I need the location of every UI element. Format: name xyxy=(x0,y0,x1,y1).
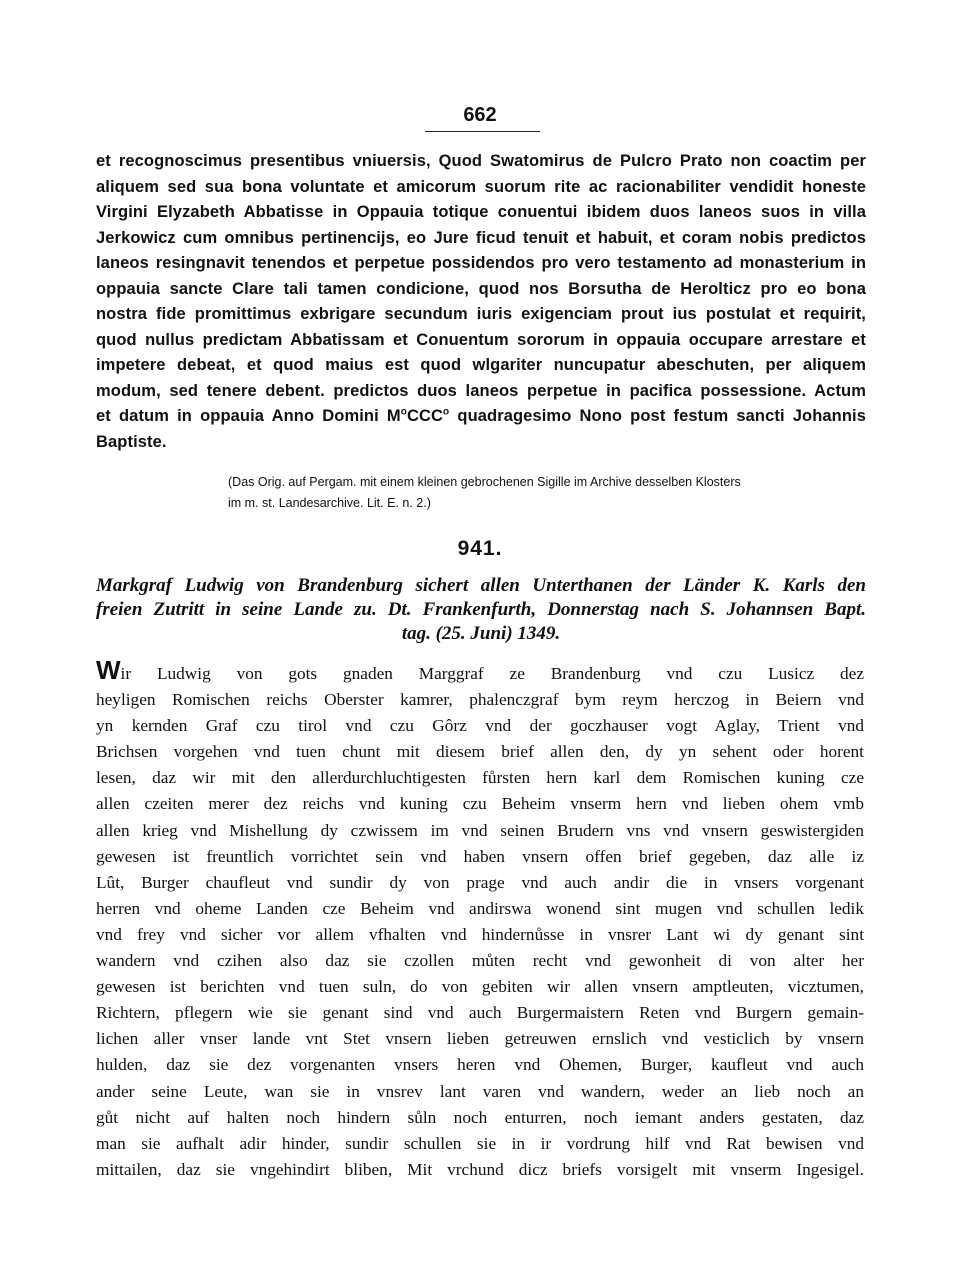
date-line xyxy=(96,404,866,430)
text-line: gewesen ist berichten vnd tuen suln, do von gebiten wir allen vnsern amptleuten, vicztumen, xyxy=(96,977,864,997)
note-line: (Das Orig. auf Pergam. mit einem kleinen gebrochenen Sigille im Archive desselben Klosters xyxy=(228,475,741,489)
text-line: impetere debeat, et quod maius est quod wlgariter nuncupatur abeschuten, per aliquem xyxy=(96,356,866,374)
text-line: man sie aufhalt adir hinder, sundir schullen sie in ir vordrung hilf vnd Rat bewisen vnd xyxy=(96,1133,864,1153)
title-line: tag. (25. Juni) 1349. xyxy=(401,623,561,644)
text-line: Jerkowicz cum omnibus pertinencijs, eo Jure ficud tenuit et habuit, et coram nobis predictos xyxy=(96,228,866,247)
text-line: lesen, daz wir mit den allerdurchluchtigesten fůrsten hern karl dem Romischen kuning cze xyxy=(96,768,864,788)
text-line: gůt nicht auf halten noch hindern sůln noch enturren, noch iemant anders gestaten, daz xyxy=(96,1107,864,1127)
first-line xyxy=(96,655,864,687)
text-line: allen czeiten merer dez reichs vnd kuning czu Beheim vnserm hern vnd lieben ohem vmb xyxy=(96,794,864,814)
text-line-last: Baptiste. xyxy=(96,432,167,451)
text-line: oppauia sancte Clare tali tamen condicione, quod nos Borsutha de Herolticz pro eo bona xyxy=(96,279,866,298)
text-line-last: mittailen, daz sie vngehindirt bliben, Mit vrchund dicz briefs vorsigelt mit vnserm Ingesigel. xyxy=(96,1159,864,1179)
superscript: o xyxy=(400,406,407,418)
date-line-start: et datum in oppauia Anno Domini M xyxy=(96,407,401,425)
date-line-mid: CCC xyxy=(406,407,444,425)
archival-note xyxy=(228,472,868,514)
text-line: lichen aller vnser lande vnt Stet vnsern lieben getreuwen ernslich vnd vesticlich by vnsern xyxy=(96,1029,864,1049)
page-number: 662 xyxy=(463,104,497,126)
initial-letter: W xyxy=(96,655,121,685)
text-line: vnd frey vnd sicher vor allem vfhalten vnd hindernůsse in vnsrer Lant wi dy genant sint xyxy=(96,924,864,944)
text-line: nostra fide promittimus exbrigare secundum iuris exigenciam prout ius postulat et requirit, xyxy=(96,305,866,323)
note-line: im m. st. Landesarchive. Lit. E. n. 2.) xyxy=(228,496,431,510)
latin-text-block xyxy=(96,149,866,455)
text-line: laneos resingnavit tenendos et perpetue possidendos pro vero testamento ad monasterium in xyxy=(96,254,866,272)
text-line: Virgini Elyzabeth Abbatisse in Oppauia totique conuentui ibidem duos laneos suos in villa xyxy=(96,203,866,221)
german-text-block xyxy=(96,655,864,1183)
text-line: yn kernden Graf czu tirol vnd czu Gôrz vnd der goczhauser vogt Aglay, Trient vnd xyxy=(96,716,864,736)
text-line: hulden, daz sie dez vorgenanten vnsers heren vnd Ohemen, Burger, kaufleut vnd auch xyxy=(96,1055,864,1075)
text-line: wandern vnd czihen also daz sie czollen můten recht vnd gewonheit di von alter her xyxy=(96,951,864,971)
date-line-end: quadragesimo Nono post festum sancti Johannis xyxy=(449,407,867,425)
text-line: modum, sed tenere debent. predictos duos laneos perpetue in pacifica possessione. Actum xyxy=(96,381,866,400)
document-number: 941. xyxy=(457,537,503,560)
text-line: Brichsen vorgehen vnd tuen chunt mit diesem brief allen den, dy yn sehent oder horent xyxy=(96,742,864,762)
superscript: o xyxy=(443,406,450,418)
text-line: allen krieg vnd Mishellung dy czwissem im vnd seinen Brudern vns vnd vnsern geswistergiden xyxy=(96,820,864,840)
first-line-rest: ir Ludwig von gots gnaden Marggraf ze Brandenburg vnd czu Lusicz dez xyxy=(120,664,864,683)
document-title xyxy=(96,574,866,646)
text-line: Lût, Burger chaufleut vnd sundir dy von prage vnd auch andir die in vnsers vorgenant xyxy=(96,872,864,892)
text-line: et recognoscimus presentibus vniuersis, Quod Swatomirus de Pulcro Prato non coactim per xyxy=(96,152,866,170)
text-line: aliquem sed sua bona voluntate et amicorum suorum rite ac racionabiliter vendidit honeste xyxy=(96,177,866,196)
text-line: quod nullus predictam Abbatissam et Conuentum sororum in oppauia occupare arrestare et xyxy=(96,330,866,349)
text-line: heyligen Romischen reichs Oberster kamrer, phalenczgraf bym reym herczog in Beiern vnd xyxy=(96,690,864,710)
text-line: herren vnd oheme Landen cze Beheim vnd andirswa wonend sint mugen vnd schullen ledik xyxy=(96,898,864,918)
title-line: freien Zutritt in seine Lande zu. Dt. Frankenfurth, Donnerstag nach S. Johannsen Bapt. xyxy=(96,599,866,620)
text-line: Richtern, pflegern wie sie genant sind vnd auch Burgermaistern Reten vnd Burgern gemain- xyxy=(96,1003,864,1023)
header-rule xyxy=(425,131,540,132)
text-line: ander seine Leute, wan sie in vnsrev lant varen vnd wandern, weder an lieb noch an xyxy=(96,1081,864,1101)
title-line: Markgraf Ludwig von Brandenburg sichert allen Unterthanen der Länder K. Karls den xyxy=(96,575,866,596)
text-line: gewesen ist freuntlich vorrichtet sein vnd haben vnsern offen brief gegeben, daz alle iz xyxy=(96,846,864,866)
